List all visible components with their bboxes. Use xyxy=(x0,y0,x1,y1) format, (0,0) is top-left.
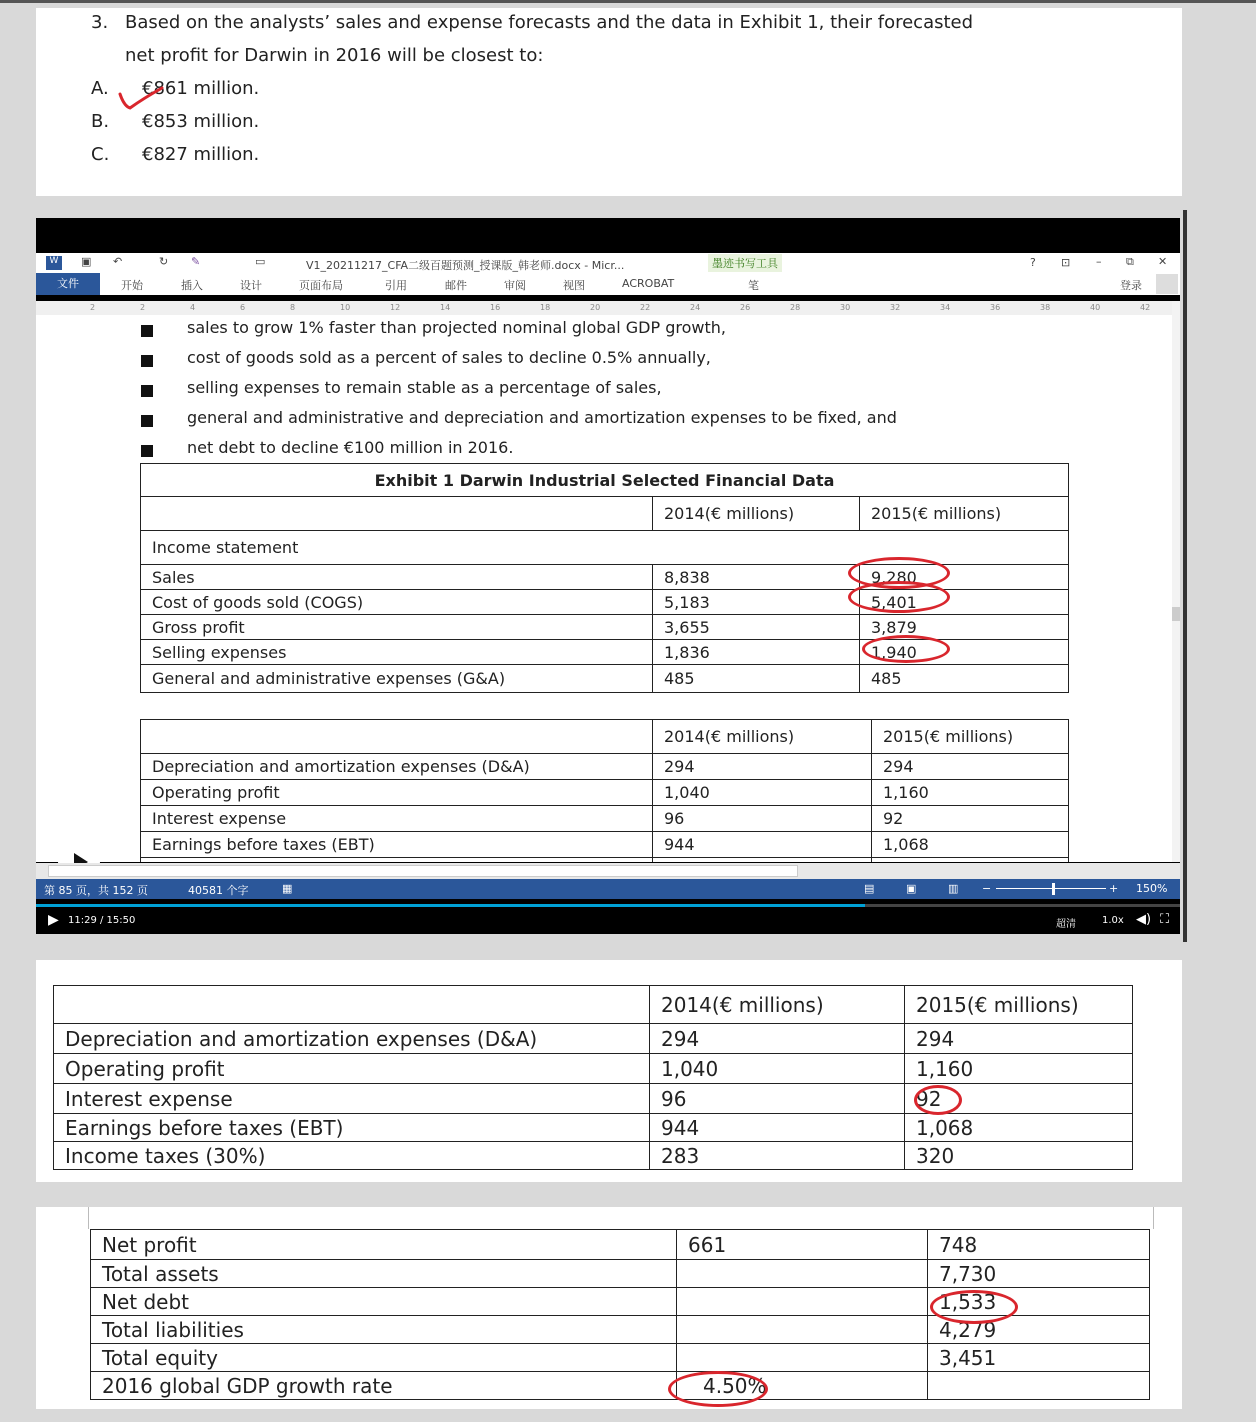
tab-acrobat[interactable]: ACROBAT xyxy=(622,277,675,290)
column-header-2015: 2015(€ millions) xyxy=(872,720,1069,754)
table-row xyxy=(141,615,1069,640)
cell-2015: 748 xyxy=(928,1230,1150,1260)
ruler-mark: 34 xyxy=(940,303,951,312)
video-controls xyxy=(36,908,1180,934)
cell-2015: 294 xyxy=(905,1024,1133,1054)
close-icon[interactable]: ✕ xyxy=(1158,255,1168,268)
cell-2014: 4.50% xyxy=(677,1372,928,1400)
checkmark-icon xyxy=(116,84,166,114)
ruler-mark: 6 xyxy=(240,303,246,312)
cell-2015: 92 xyxy=(872,806,1069,832)
table-row xyxy=(141,754,1069,780)
document-page xyxy=(36,315,1172,862)
ruler-mark: 32 xyxy=(890,303,901,312)
ruler-mark: 10 xyxy=(340,303,351,312)
cell-2014 xyxy=(677,1288,928,1316)
ruler-mark: 16 xyxy=(490,303,501,312)
word-status-bar xyxy=(36,879,1180,899)
video-progress-fill xyxy=(36,904,865,907)
cell-2015: 294 xyxy=(872,754,1069,780)
cell-2014: 944 xyxy=(650,1114,905,1142)
proofing-icon[interactable]: ▦ xyxy=(282,882,293,895)
ribbon-display-icon[interactable]: ⊡ xyxy=(1061,256,1071,269)
ruler-mark: 18 xyxy=(540,303,551,312)
annotation-circle xyxy=(668,1371,768,1407)
undo-icon[interactable]: ↶ xyxy=(113,255,123,268)
ruler-mark: 26 xyxy=(740,303,751,312)
row-label xyxy=(141,858,653,863)
word-count[interactable]: 40581 个字 xyxy=(188,884,249,897)
print-layout-icon[interactable]: ▣ xyxy=(906,882,917,895)
table-row xyxy=(54,1084,1133,1114)
word-app-icon: W xyxy=(46,256,62,270)
bullet-text: sales to grow 1% faster than projected nominal global GDP growth, xyxy=(187,318,726,337)
quality-button[interactable]: 超清 xyxy=(1056,919,1076,930)
row-label: Cost of goods sold (COGS) xyxy=(141,590,653,615)
help-icon[interactable]: ? xyxy=(1030,256,1036,269)
tab-file[interactable]: 文件 xyxy=(36,273,100,295)
horizontal-scrollbar[interactable] xyxy=(36,863,1180,879)
tab-insert[interactable]: 插入 xyxy=(181,279,203,292)
cell-2015: 92 xyxy=(905,1084,1133,1114)
cell-2015: 1,068 xyxy=(905,1114,1133,1142)
column-header-2015: 2015(€ millions) xyxy=(905,986,1133,1024)
row-label: Gross profit xyxy=(141,615,653,640)
row-label: Depreciation and amortization expenses (D&A) xyxy=(141,754,653,780)
row-label: Net debt xyxy=(91,1288,677,1316)
divider xyxy=(1153,1207,1154,1229)
cell-2014: 294 xyxy=(650,1024,905,1054)
bullet-marker xyxy=(141,445,153,457)
bullet-text: selling expenses to remain stable as a percentage of sales, xyxy=(187,378,662,397)
ruler-mark: 2 xyxy=(140,303,146,312)
cell-2014: 944 xyxy=(653,832,872,858)
video-side-border xyxy=(1183,210,1187,942)
tab-page-layout[interactable]: 页面布局 xyxy=(299,279,343,292)
cell-2015: 5,401 xyxy=(860,590,1069,615)
ruler-mark: 4 xyxy=(190,303,196,312)
top-edge xyxy=(0,0,1256,3)
cell-2015: 485 xyxy=(860,665,1069,693)
tab-home[interactable]: 开始 xyxy=(121,279,143,292)
cell-2014 xyxy=(677,1316,928,1344)
ruler-mark: 42 xyxy=(1140,303,1151,312)
pen-icon[interactable]: ✎ xyxy=(191,255,201,268)
row-label: Total equity xyxy=(91,1344,677,1372)
video-progress-bar[interactable] xyxy=(36,904,1180,907)
cell-2015: 7,730 xyxy=(928,1260,1150,1288)
header-blank xyxy=(141,497,653,531)
option-b-text: €853 million. xyxy=(142,111,260,132)
column-header-2014: 2014(€ millions) xyxy=(653,720,872,754)
question-number: 3. xyxy=(91,12,109,33)
row-label: Earnings before taxes (EBT) xyxy=(141,832,653,858)
avatar[interactable] xyxy=(1156,274,1178,294)
zoom-level[interactable]: 150% xyxy=(1136,882,1168,895)
video-player[interactable] xyxy=(36,218,1180,934)
zoom-slider-handle[interactable] xyxy=(1052,883,1055,895)
restore-icon[interactable]: ⧉ xyxy=(1126,255,1134,268)
income-taxes-table xyxy=(53,985,1133,1170)
cell-2015: 1,068 xyxy=(872,832,1069,858)
ink-tools-tab[interactable]: 墨迹书写工具 xyxy=(708,254,782,272)
cell-2015: 3,879 xyxy=(860,615,1069,640)
cell-2014: 1,040 xyxy=(653,780,872,806)
ruler-mark: 12 xyxy=(390,303,401,312)
bullet-text: general and administrative and depreciation and amortization expenses to be fixed, and xyxy=(187,408,897,427)
question-panel xyxy=(36,8,1182,196)
cell-2014: 661 xyxy=(677,1230,928,1260)
cell-2015: 1,160 xyxy=(905,1054,1133,1084)
login-link[interactable]: 登录 xyxy=(1120,279,1142,292)
row-label: Selling expenses xyxy=(141,640,653,665)
play-toggle-icon[interactable]: ▶ xyxy=(48,912,59,928)
row-label: Income taxes (30%) xyxy=(54,1142,650,1170)
row-label: Sales xyxy=(141,565,653,590)
row-label: Interest expense xyxy=(54,1084,650,1114)
annotation-circle xyxy=(930,1290,1018,1324)
ruler-mark: 30 xyxy=(840,303,851,312)
fullscreen-icon[interactable]: ⛶ xyxy=(1160,912,1170,927)
option-c-letter: C. xyxy=(91,144,110,165)
bullet-marker xyxy=(141,355,153,367)
ruler-mark: 2 xyxy=(90,303,96,312)
cell-2015: 1,533 xyxy=(928,1288,1150,1316)
bullet-text: cost of goods sold as a percent of sales to decline 0.5% annually, xyxy=(187,348,711,367)
row-label: 2016 global GDP growth rate xyxy=(91,1372,677,1400)
table-row xyxy=(141,858,1069,863)
row-label: Net profit xyxy=(91,1230,677,1260)
zoom-in-icon[interactable]: + xyxy=(1109,882,1119,895)
annotation-circle xyxy=(862,635,950,663)
volume-icon[interactable]: ◀) xyxy=(1136,912,1152,927)
exhibit1-table-continued xyxy=(140,719,1069,862)
horizontal-ruler[interactable] xyxy=(36,301,1180,315)
bullet-marker xyxy=(141,385,153,397)
option-c-text: €827 million. xyxy=(142,144,260,165)
table-row xyxy=(91,1372,1150,1400)
header-blank xyxy=(141,720,653,754)
table-row xyxy=(54,1024,1133,1054)
table-row xyxy=(141,806,1069,832)
bullet-marker xyxy=(141,415,153,427)
section-label: Income statement xyxy=(141,531,1069,565)
row-label: Total liabilities xyxy=(91,1316,677,1344)
save-icon[interactable]: ▣ xyxy=(81,255,92,268)
question-text-line1: Based on the analysts’ sales and expense forecasts and the data in Exhibit 1, their forecasted xyxy=(125,12,974,33)
column-header-2014: 2014(€ millions) xyxy=(650,986,905,1024)
cell-2014: 96 xyxy=(653,806,872,832)
ruler-mark: 8 xyxy=(290,303,296,312)
ribbon-tabs xyxy=(36,273,1180,295)
cell-2015 xyxy=(872,858,1069,863)
ruler-mark: 14 xyxy=(440,303,451,312)
cell-2015: 3,451 xyxy=(928,1344,1150,1372)
tab-design[interactable]: 设计 xyxy=(240,279,262,292)
cell-2014: 294 xyxy=(653,754,872,780)
annotation-circle xyxy=(848,581,950,613)
table-row xyxy=(141,665,1069,693)
minimize-icon[interactable]: – xyxy=(1096,255,1102,268)
question-text-line2: net profit for Darwin in 2016 will be closest to: xyxy=(125,45,544,66)
cell-2014: 283 xyxy=(650,1142,905,1170)
table-row xyxy=(91,1230,1150,1260)
ruler-mark: 36 xyxy=(990,303,1001,312)
exhibit-title: Exhibit 1 Darwin Industrial Selected Financial Data xyxy=(141,464,1069,497)
ruler-mark: 38 xyxy=(1040,303,1051,312)
tab-review[interactable]: 审阅 xyxy=(504,279,526,292)
row-label: Operating profit xyxy=(141,780,653,806)
table-row xyxy=(54,1142,1133,1170)
annotation-circle xyxy=(914,1085,962,1115)
row-label: Earnings before taxes (EBT) xyxy=(54,1114,650,1142)
row-label: Operating profit xyxy=(54,1054,650,1084)
column-header-2014: 2014(€ millions) xyxy=(653,497,860,531)
cell-2014: 5,183 xyxy=(653,590,860,615)
web-layout-icon[interactable]: ▥ xyxy=(948,882,959,895)
ruler-mark: 20 xyxy=(590,303,601,312)
zoom-slider[interactable] xyxy=(996,888,1106,889)
cell-2015: 4,279 xyxy=(928,1316,1150,1344)
row-label: Interest expense xyxy=(141,806,653,832)
bullet-marker xyxy=(141,325,153,337)
horizontal-scroll-thumb[interactable] xyxy=(48,865,798,877)
cell-2015 xyxy=(928,1372,1150,1400)
cell-2015: 320 xyxy=(905,1142,1133,1170)
cell-2014: 96 xyxy=(650,1084,905,1114)
cell-2014 xyxy=(677,1260,928,1288)
ruler-mark: 22 xyxy=(640,303,651,312)
tab-pen[interactable]: 笔 xyxy=(748,279,759,292)
cell-2015: 1,160 xyxy=(872,780,1069,806)
column-header-2015: 2015(€ millions) xyxy=(860,497,1069,531)
page-counter[interactable]: 第 85 页，共 152 页 xyxy=(44,884,148,897)
table-row xyxy=(54,1054,1133,1084)
cell-2014: 1,040 xyxy=(650,1054,905,1084)
option-b-letter: B. xyxy=(91,111,110,132)
tab-mailings[interactable]: 邮件 xyxy=(445,279,467,292)
table-row xyxy=(141,780,1069,806)
tab-references[interactable]: 引用 xyxy=(385,279,407,292)
header-blank xyxy=(54,986,650,1024)
ruler-mark: 28 xyxy=(790,303,801,312)
cell-2014: 8,838 xyxy=(653,565,860,590)
cell-2014: 485 xyxy=(653,665,860,693)
layout-icon[interactable]: ▭ xyxy=(255,255,266,268)
video-time: 11:29 / 15:50 xyxy=(68,915,136,926)
option-a-letter: A. xyxy=(91,78,109,99)
row-label: General and administrative expenses (G&A) xyxy=(141,665,653,693)
cell-2014: 3,655 xyxy=(653,615,860,640)
table-row xyxy=(91,1260,1150,1288)
vertical-scrollbar[interactable] xyxy=(1172,301,1180,862)
bullet-text: net debt to decline €100 million in 2016. xyxy=(187,438,514,457)
cell-2015: 1,940 xyxy=(860,640,1069,665)
cell-2015: 9,280 xyxy=(860,565,1069,590)
cell-2014 xyxy=(653,858,872,863)
row-label: Depreciation and amortization expenses (D&A) xyxy=(54,1024,650,1054)
redo-icon[interactable]: ↻ xyxy=(159,255,169,268)
cell-2014 xyxy=(677,1344,928,1372)
cell-2014: 1,836 xyxy=(653,640,860,665)
zoom-out-icon[interactable]: − xyxy=(982,882,992,895)
tab-view[interactable]: 视图 xyxy=(563,279,585,292)
row-label: Total assets xyxy=(91,1260,677,1288)
option-a-text: €861 million. xyxy=(142,78,260,99)
table-row xyxy=(141,832,1069,858)
table-row xyxy=(54,1114,1133,1142)
document-title: V1_20211217_CFA二级百题预测_授课版_韩老师.docx - Micr... xyxy=(306,259,625,272)
speed-button[interactable]: 1.0x xyxy=(1102,915,1124,926)
vertical-scroll-thumb[interactable] xyxy=(1172,607,1180,621)
ruler-mark: 40 xyxy=(1090,303,1101,312)
divider xyxy=(88,1207,89,1229)
read-mode-icon[interactable]: ▤ xyxy=(864,882,875,895)
table3-panel xyxy=(36,1207,1182,1409)
ruler-mark: 24 xyxy=(690,303,701,312)
table-row xyxy=(91,1344,1150,1372)
table2-panel xyxy=(36,960,1182,1182)
